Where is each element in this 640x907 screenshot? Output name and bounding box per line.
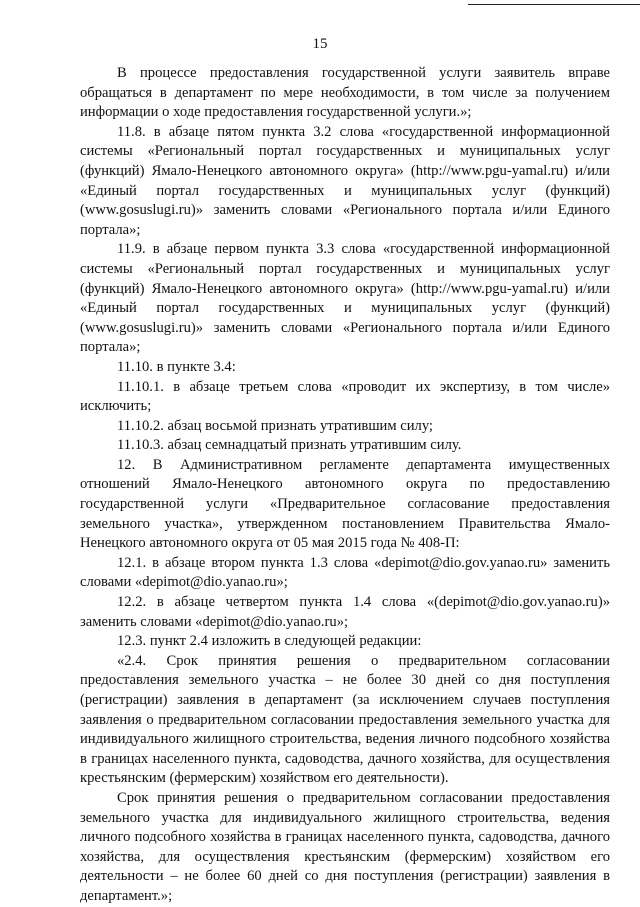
paragraph: «2.4. Срок принятия решения о предварительном согласовании предоставления земельного участка – не более 30 дней со дня поступления (регистрации) заявления в департамент (за исключением случаев поступления заявления о предварительном согласовании предоставления земельного участка для индивидуального жилищного строительства, ведения личного подсобного хозяйства в границах населенного пункта, садоводства, дачного хозяйства, для осуществления крестьянским (фермерским) хозяйством его деятельности). [80,652,610,787]
page-number: 15 [312,36,328,52]
paragraph: 11.10.3. абзац семнадцатый признать утратившим силу. [117,437,462,454]
document-body [80,64,610,907]
paragraph: Срок принятия решения о предварительном согласовании предоставления земельного участка для индивидуального жилищного строительства, ведения личного подсобного хозяйства в границах населенного пункта, садоводства, дачного хозяйства, для осуществления крестьянским (фермерским) хозяйством его деятельности – не более 60 дней со дня поступления (регистрации) заявления в департамент.»; [80,789,610,904]
paragraph: В процессе предоставления государственной услуги заявитель вправе обращаться в департамент по мере необходимости, в том числе за получением информации о ходе предоставления государственной услуги.»; [80,65,610,121]
paragraph: 12.3. пункт 2.4 изложить в следующей редакции: [117,633,422,650]
paragraph: 12.2. в абзаце четвертом пункта 1.4 слова «(depimot@dio.gov.yanao.ru)» заменить словами «depimot@dio.yanao.ru»; [80,594,610,630]
paragraph: 12.1. в абзаце втором пункта 1.3 слова «depimot@dio.gov.yanao.ru» заменить словами «depimot@dio.yanao.ru»; [80,554,610,591]
paragraph: 11.10.2. абзац восьмой признать утратившим силу; [117,417,433,434]
paragraph: 11.8. в абзаце пятом пункта 3.2 слова «государственной информационной системы «Региональный портал государственных и муниципальных услуг (функций) Ямало-Ненецкого автономного округа» (http://www.pgu-yamal.ru) и/или «Единый портал государственных и муниципальных услуг (функций) (www.gosuslugi.ru)» заменить словами «Регионального портала и/или Единого портала»; [80,123,610,238]
paragraph: 11.10.1. в абзаце третьем слова «проводит их экспертизу, в том числе» исключить; [80,378,610,415]
paragraph: 12. В Административном регламенте департамента имущественных отношений Ямало-Ненецкого автономного округа по предоставлению государственной услуги «Предварительное согласование предоставления земельного участка», утвержденном постановлением Правительства Ямало-Ненецкого автономного округа от 05 мая 2015 года № 408-П: [80,456,610,552]
paragraph: 11.10. в пункте 3.4: [117,358,236,375]
paragraph: 11.9. в абзаце первом пункта 3.3 слова «государственной информационной системы «Региональный портал государственных и муниципальных услуг (функций) Ямало-Ненецкого автономного округа» (http://www.pgu-yamal.ru) и/или «Единый портал государственных и муниципальных услуг (функций) (www.gosuslugi.ru)» заменить словами «Регионального портала и/или Единого портала»; [80,241,610,356]
top-rule [468,4,640,5]
